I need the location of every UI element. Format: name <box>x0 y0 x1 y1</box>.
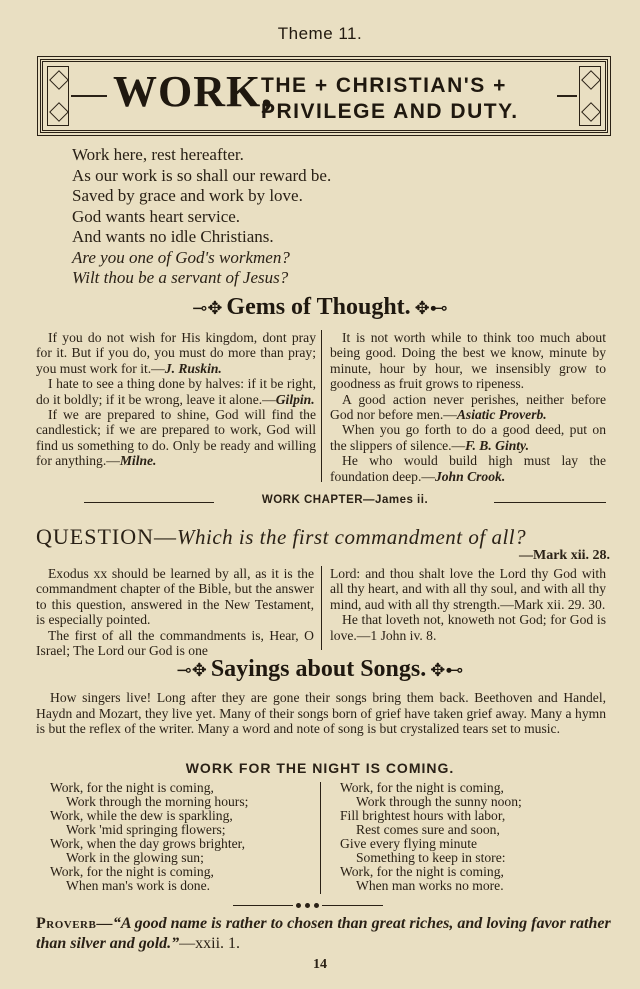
question-paragraph: Exodus xx should be learned by all, as it is the commandment chapter of the Bible, but the answer to this question, answered in the New Testament, is especially pointed. <box>36 566 314 628</box>
column-divider <box>321 566 322 650</box>
gems-left-column <box>36 330 316 469</box>
banner-bar-left <box>71 95 107 97</box>
hymn-line: Something to keep in store: <box>356 850 506 865</box>
hymn-line: Rest comes sure and soon, <box>356 822 500 837</box>
question-left-column <box>36 566 314 658</box>
proverb <box>36 914 612 954</box>
gems-right-column <box>330 330 606 484</box>
hymn-title: WORK FOR THE NIGHT IS COMING. <box>185 760 455 776</box>
chapter-label: WORK CHAPTER—James ii. <box>261 494 429 506</box>
question-text: Which is the first commandment of all? <box>177 525 527 549</box>
hymn-line: Work through the morning hours; <box>66 794 249 809</box>
hymn-line: Work, while the dew is sparkling, <box>50 808 233 823</box>
ornament-left-icon: ⊸✥ <box>176 660 207 680</box>
hymn-line: Work, for the night is coming, <box>50 780 214 795</box>
gems-heading-text: Gems of Thought. <box>226 294 411 320</box>
divider-dot-icon <box>314 903 319 908</box>
gems-heading <box>0 294 640 321</box>
hymn-line: Give every flying minute <box>340 836 478 851</box>
hymn-line: Work 'mid springing flowers; <box>66 822 226 837</box>
hymn-line: Work in the glowing sun; <box>66 850 204 865</box>
hymn-line: Fill brightest hours with labor, <box>340 808 506 823</box>
column-divider <box>320 782 321 894</box>
motto-list <box>72 145 572 289</box>
question-reference: —Mark xii. 28. <box>519 548 610 563</box>
proverb-label: Proverb— <box>36 915 113 932</box>
motto-line: As our work is so shall our reward be. <box>72 165 332 185</box>
gem-quote: A good action never perishes, neither before God nor before men.—Asiatic Proverb. <box>330 391 606 423</box>
proverb-reference: —xxii. 1. <box>179 935 241 952</box>
question-paragraph: The first of all the commandments is, Hear, O Israel; The Lord our God is one <box>36 627 314 659</box>
motto-line: Work here, rest hereafter. <box>72 145 244 164</box>
sayings-heading-text: Sayings about Songs. <box>210 656 427 682</box>
sayings-paragraph: How singers live! Long after they are gone their songs bring them back. Beethoven and Handel, Haydn and Mozart, they live yet. Many of their songs born of grief have taken grief away. Many a hymn is but the reflex of the writer. Many a word and note of song is but crystalized tears set to music. <box>36 690 606 737</box>
hymn-line: Work, when the day grows brighter, <box>50 836 246 851</box>
divider-dot-icon <box>296 903 301 908</box>
gem-quote: He who would build high must lay the foundation deep.—John Crook. <box>330 453 606 484</box>
hymn-verse-right <box>340 781 606 893</box>
gem-quote: I hate to see a thing done by halves: if it be right, do it boldly; if it be wrong, leave it alone.—Gilpin. <box>36 376 316 407</box>
sayings-heading <box>0 656 640 683</box>
banner-ornament-right <box>579 66 601 126</box>
hymn-line: Work, for the night is coming, <box>340 780 504 795</box>
question-paragraph: Lord: and thou shalt love the Lord thy God with all thy heart, and with all thy soul, and with all thy mind, aud with all thy strength.—Mark xii. 29. 30. <box>330 566 606 612</box>
ornament-right-icon: ✥⊷ <box>414 298 448 318</box>
ornament-right-icon: ✥⊷ <box>430 660 464 680</box>
chapter-rule <box>84 494 606 512</box>
hymn-line: When man works no more. <box>356 878 504 893</box>
banner-ornament-left <box>47 66 69 126</box>
ornament-left-icon: ⊸✥ <box>192 298 223 318</box>
motto-line: Wilt thou be a servant of Jesus? <box>72 268 289 287</box>
title-main: WORK, <box>113 67 274 116</box>
question-line <box>36 524 526 550</box>
title-line-2: PRIVILEGE AND DUTY. <box>261 100 519 123</box>
motto-line: God wants heart service. <box>72 206 241 226</box>
gem-quote: It is not worth while to think too much about being good. Doing the best we know, minute by minute, hour by hour, we insensibly grow to goodness as fruit grows to ripeness. <box>330 330 606 392</box>
question-label: QUESTION— <box>36 524 177 549</box>
question-right-column <box>330 566 606 643</box>
motto-line: And wants no idle Christians. <box>72 227 274 246</box>
hymn-line: Work, for the night is coming, <box>340 864 504 879</box>
divider-dot-icon <box>305 903 310 908</box>
title-line-1: THE + CHRISTIAN'S + <box>261 74 507 97</box>
column-divider <box>321 330 322 482</box>
page-number: 14 <box>313 957 327 972</box>
proverb-text: “A good name is rather to chosen than great riches, and loving favor rather than silver and gold.” <box>36 915 611 952</box>
section-divider <box>233 903 383 909</box>
hymn-verse-left <box>50 781 312 893</box>
motto-line: Saved by grace and work by love. <box>72 186 303 205</box>
hymn-line: When man's work is done. <box>66 878 211 893</box>
banner-bar-right <box>557 95 577 97</box>
gem-quote: If we are prepared to shine, God will find the candlestick; if we are prepared to work, God will find us something to do. Only be ready and willing for anything.—Milne. <box>36 407 316 469</box>
gem-quote: If you do not wish for His kingdom, dont pray for it. But if you do, you must do more than pray; you must work for it.—J. Ruskin. <box>36 330 316 376</box>
gem-quote: When you go forth to do a good deed, put on the slippers of silence.—F. B. Ginty. <box>330 422 606 453</box>
title-banner <box>40 59 608 133</box>
theme-label: Theme 11. <box>277 24 363 43</box>
motto-line: Are you one of God's workmen? <box>72 247 290 267</box>
hymn-line: Work through the sunny noon; <box>356 794 522 809</box>
question-paragraph: He that loveth not, knoweth not God; for God is love.—1 John iv. 8. <box>330 612 606 643</box>
hymn-line: Work, for the night is coming, <box>50 864 214 879</box>
